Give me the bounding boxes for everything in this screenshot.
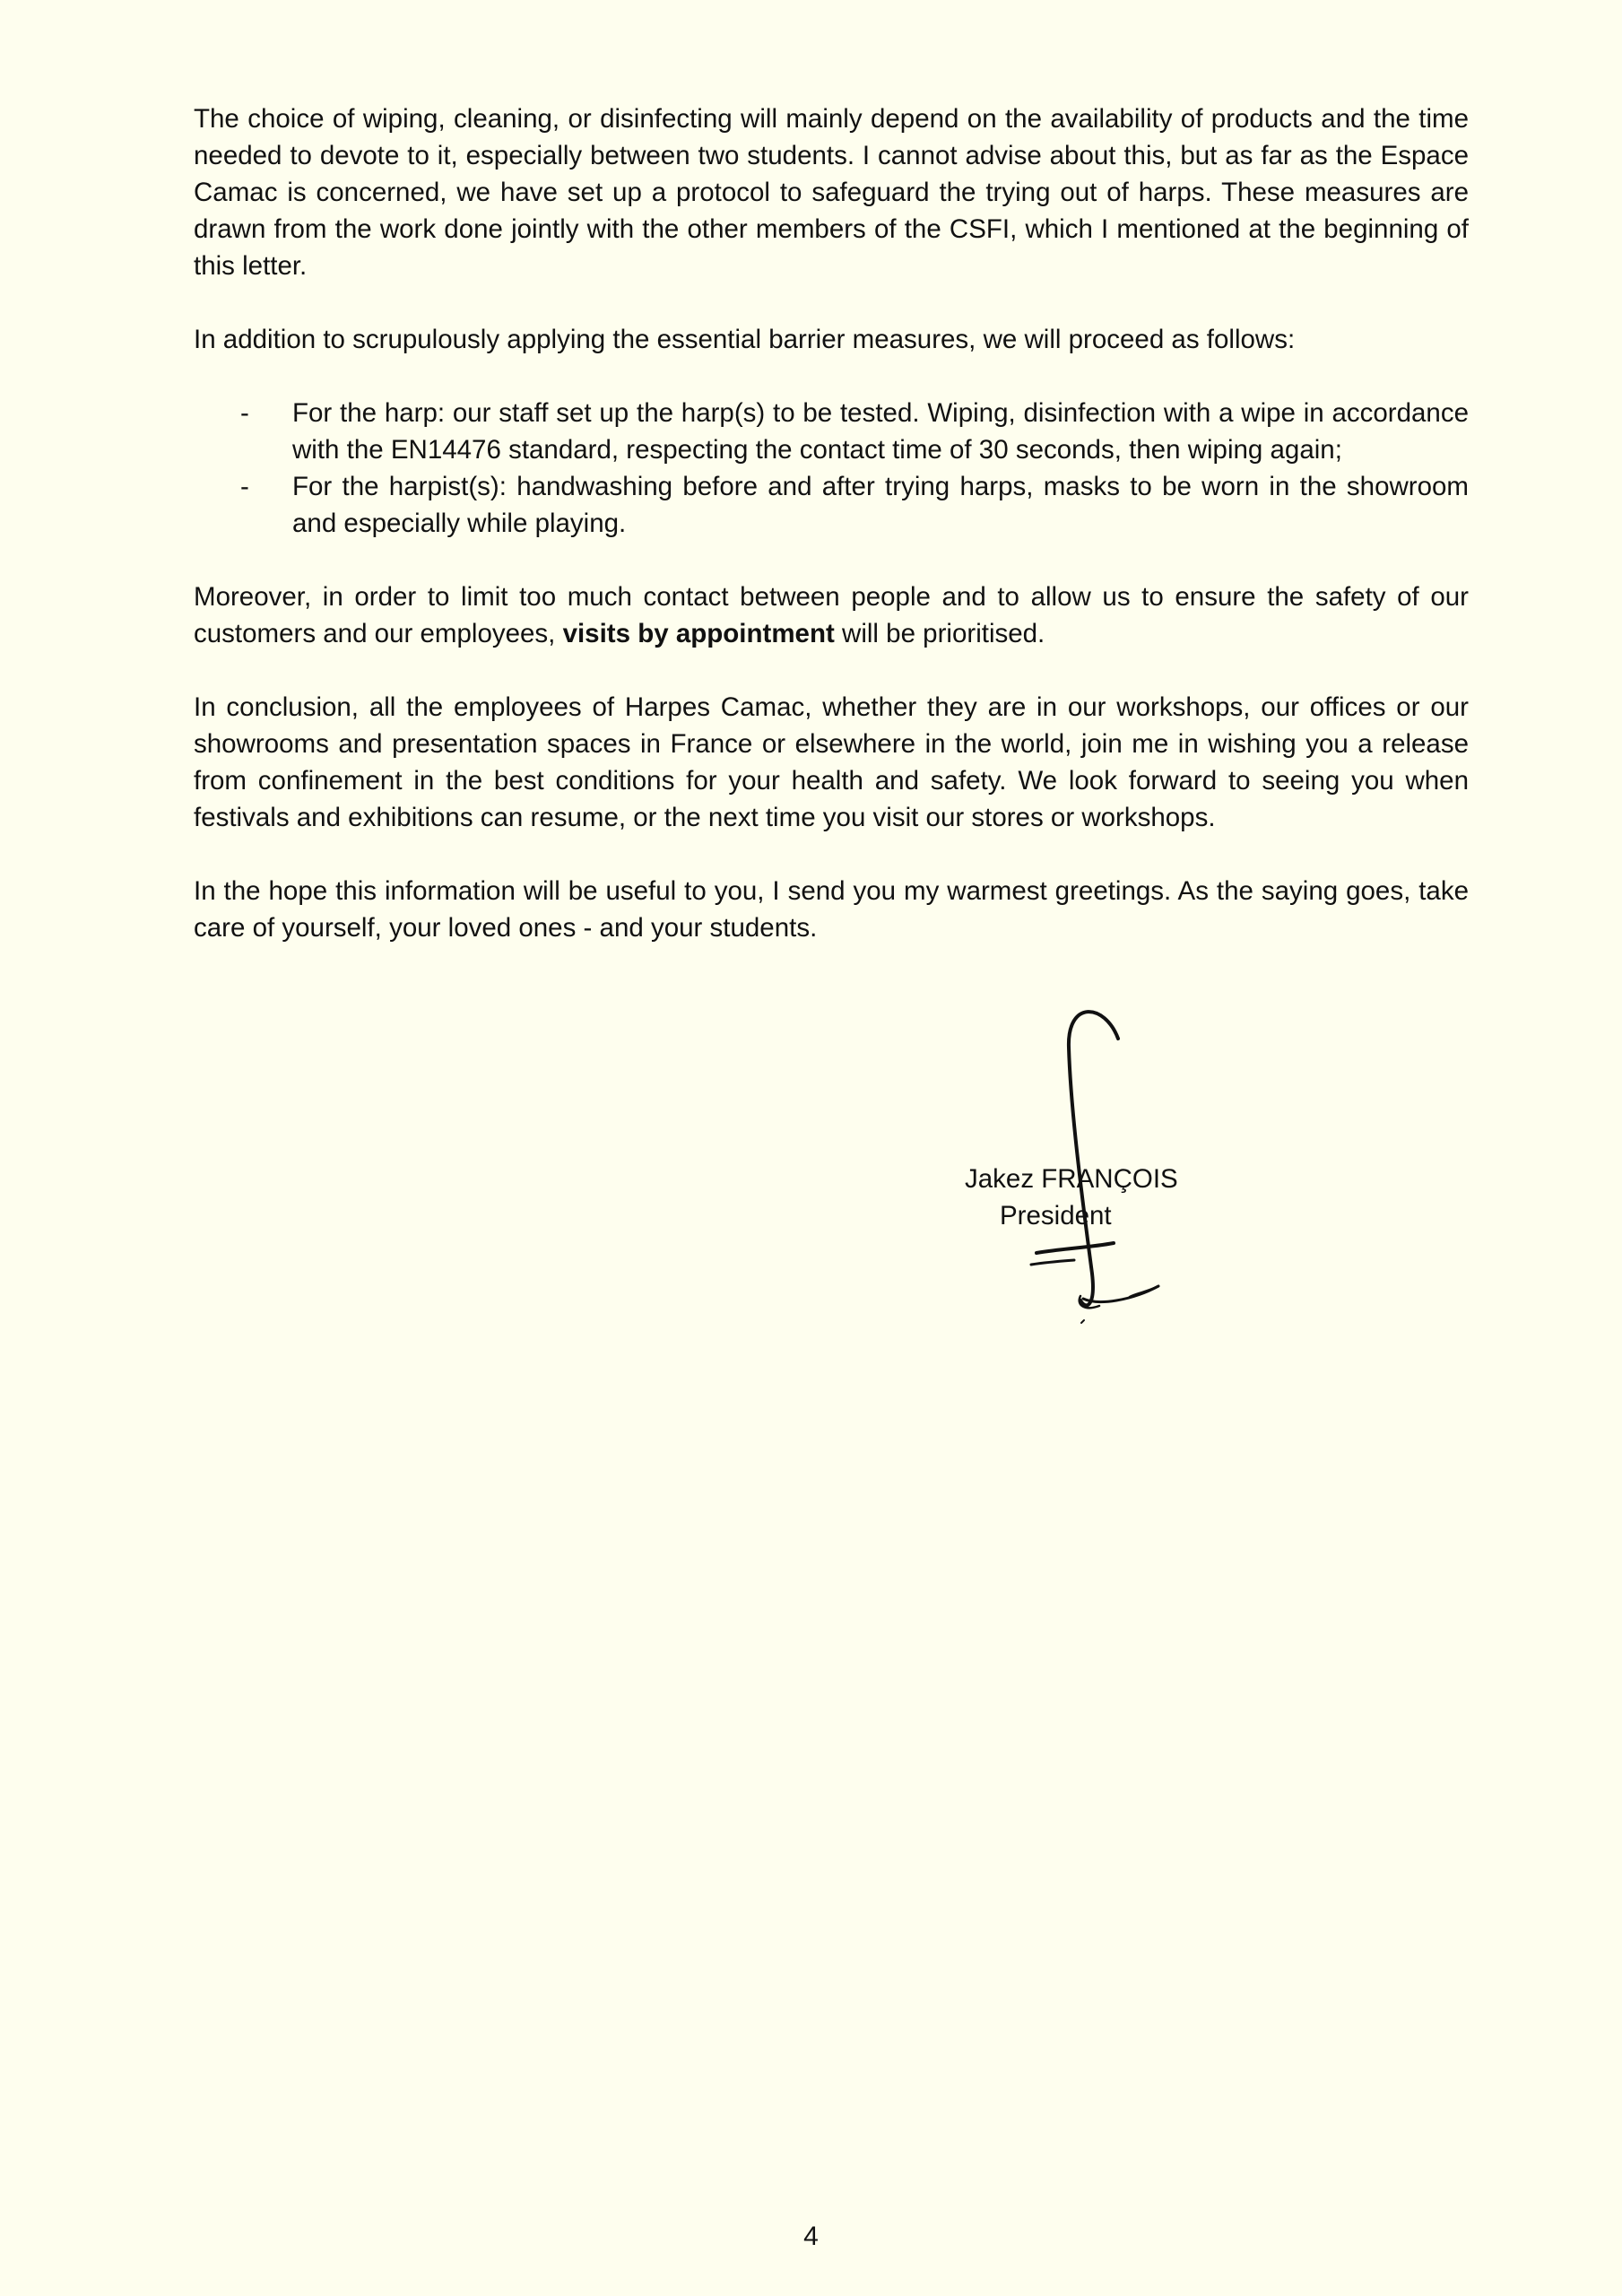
list-item-text: For the harp: our staff set up the harp(s) to be tested. Wiping, disinfection with a wipe in accordance with the EN14476 standard, respecting the contact time of 30 seconds, then wiping again; — [292, 398, 1469, 465]
list-item-harpist — [194, 468, 1469, 542]
paragraph-greetings: In the hope this information will be useful to you, I send you my warmest greetings. As the saying goes, take care of yourself, your loved ones - and your students. — [194, 876, 1469, 943]
appointments-text-after: will be prioritised. — [834, 619, 1045, 648]
list-item-text: For the harpist(s): handwashing before and after trying harps, masks to be worn in the showroom and especially while playing. — [292, 472, 1469, 538]
list-bullet: - — [240, 398, 249, 428]
paragraph-conclusion: In conclusion, all the employees of Harpes Camac, whether they are in our workshops, our offices or our showrooms and presentation spaces in France or elsewhere in the world, join me in wishing you a release from confinement in the best conditions for your health and safety. We look forward to seeing you when festivals and exhibitions can resume, or the next time you visit our stores or workshops. — [194, 692, 1469, 832]
signature-block — [897, 996, 1255, 1336]
list-item-harp — [194, 395, 1469, 468]
protocol-list — [194, 395, 1469, 542]
handwritten-signature-icon — [897, 996, 1255, 1336]
paragraph-wiping-choice: The choice of wiping, cleaning, or disinfecting will mainly depend on the availability of products and the time needed to devote to it, especially between two students. I cannot advise about this, but as far as the Espace Camac is concerned, we have set up a protocol to safeguard the trying out of harps. These measures are drawn from the work done jointly with the other members of the CSFI, which I mentioned at the beginning of this letter. — [194, 104, 1469, 281]
signer-title: President — [1000, 1201, 1112, 1231]
paragraph-barrier-measures: In addition to scrupulously applying the essential barrier measures, we will proceed as follows: — [194, 325, 1296, 354]
paragraph-appointments — [194, 578, 1469, 652]
appointments-text-before: Moreover, in order to limit too much contact between people and to allow us to ensure the safety of our customers and our employees, — [194, 582, 1469, 648]
list-bullet: - — [240, 472, 249, 501]
appointments-emphasis: visits by appointment — [562, 619, 835, 648]
page-number: 4 — [803, 2222, 819, 2251]
letter-body — [194, 100, 1469, 983]
signer-name: Jakez FRANÇOIS — [965, 1164, 1178, 1194]
